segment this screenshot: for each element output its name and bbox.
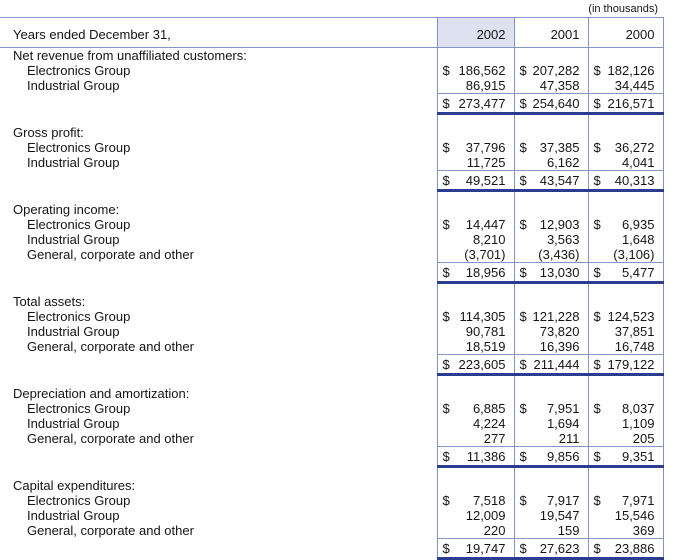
value-number: 254,640 [532,95,580,111]
total-value-cell [588,447,663,467]
value-number: 49,521 [465,172,506,188]
value-number: 16,396 [539,339,580,354]
value-cell [588,155,663,171]
empty-cell [514,375,588,387]
value-number: 27,623 [539,540,580,556]
value-number: 8,210 [472,232,506,247]
empty-cell [0,467,437,479]
empty-cell [437,467,514,479]
section-title-row [0,48,663,64]
currency-symbol: $ [442,448,450,464]
value-number: 7,917 [546,493,580,508]
value-number: 7,971 [621,493,655,508]
value-number: 11,386 [466,448,506,464]
table-row [0,493,663,508]
table-row [0,508,663,523]
empty-cell [514,48,588,64]
section-total-row [0,355,663,375]
row-label: Electronics Group [27,217,131,232]
value-cell [437,508,514,523]
value-cell [437,155,514,171]
value-number: 159 [557,523,580,538]
currency-symbol: $ [519,172,527,188]
value-cell [514,247,588,263]
section-total-row [0,539,663,559]
value-number: 179,122 [607,356,655,372]
value-number: 121,228 [532,309,580,324]
value-cell [437,63,514,78]
section-title: Net revenue from unaffiliated customers: [13,48,247,63]
table-row [0,232,663,247]
empty-cell [437,283,514,295]
value-cell [514,217,588,232]
value-number: 13,030 [539,264,580,280]
total-value-cell [588,539,663,559]
currency-symbol: $ [442,95,450,111]
value-number: 182,126 [607,63,655,78]
empty-cell [588,294,663,309]
value-number: 18,956 [465,264,506,280]
section-title: Operating income: [13,202,120,217]
value-number: 369 [632,523,655,538]
value-cell [588,493,663,508]
value-number: 7,951 [546,401,580,416]
empty-cell [437,48,514,64]
value-cell [514,339,588,355]
currency-symbol: $ [519,493,527,508]
value-number: (3,701) [464,247,506,262]
value-number: 43,547 [539,172,580,188]
empty-cell [514,125,588,140]
year-column-header-2002: 2002 [437,18,514,48]
value-cell [437,232,514,247]
section-total-row [0,171,663,191]
empty-cell [514,478,588,493]
value-number: 7,518 [472,493,506,508]
value-cell [588,63,663,78]
value-cell [588,247,663,263]
currency-symbol: $ [442,264,450,280]
spacer-row [0,375,663,387]
value-number: 277 [483,431,506,446]
value-number: 4,224 [472,416,506,431]
total-value-cell [514,355,588,375]
empty-cell [437,478,514,493]
value-number: 124,523 [607,309,655,324]
empty-cell [0,283,437,295]
total-value-cell [514,263,588,283]
row-label: Electronics Group [27,309,131,324]
value-number: 220 [483,523,506,538]
empty-cell [514,294,588,309]
currency-symbol: $ [519,356,527,372]
empty-cell [588,478,663,493]
value-number: 16,748 [614,339,655,354]
segment-financials-table [0,17,664,560]
currency-symbol: $ [519,448,527,464]
row-label: General, corporate and other [27,431,194,447]
empty-cell [514,202,588,217]
value-number: 14,447 [465,217,506,232]
value-cell [437,78,514,94]
value-number: 216,571 [607,95,655,111]
currency-symbol: $ [519,540,527,556]
value-cell [514,155,588,171]
value-number: 5,477 [621,264,655,280]
section-title-row [0,386,663,401]
currency-symbol: $ [593,493,601,508]
row-label: General, corporate and other [27,247,194,263]
section-total-row [0,447,663,467]
row-label: Industrial Group [27,508,120,523]
currency-symbol: $ [593,448,601,464]
section-title-row [0,294,663,309]
table-row [0,63,663,78]
currency-symbol: $ [442,540,450,556]
empty-cell [0,171,437,191]
value-number: 3,563 [546,232,580,247]
section-total-row [0,263,663,283]
empty-cell [437,375,514,387]
empty-cell [588,386,663,401]
value-cell [514,416,588,431]
value-number: 15,546 [614,508,655,523]
value-cell [514,324,588,339]
empty-cell [437,191,514,203]
empty-cell [588,467,663,479]
row-label: General, corporate and other [27,523,194,539]
section-title-row [0,478,663,493]
currency-symbol: $ [519,63,527,78]
table-row [0,247,663,263]
value-number: (3,106) [613,247,655,262]
empty-cell [588,375,663,387]
value-number: 211,444 [533,356,580,372]
currency-symbol: $ [593,264,601,280]
empty-cell [0,539,437,559]
total-value-cell [514,94,588,114]
empty-cell [437,125,514,140]
value-cell [514,508,588,523]
value-number: 18,519 [465,339,506,354]
currency-symbol: $ [442,172,450,188]
currency-symbol: $ [519,140,527,155]
currency-symbol: $ [519,264,527,280]
value-cell [588,416,663,431]
value-cell [437,217,514,232]
table-row [0,140,663,155]
value-cell [514,63,588,78]
empty-cell [588,202,663,217]
row-label: Electronics Group [27,140,131,155]
value-cell [437,431,514,447]
value-number: 223,605 [458,356,506,372]
value-cell [437,401,514,416]
value-cell [588,401,663,416]
empty-cell [0,94,437,114]
row-label: Electronics Group [27,63,131,78]
units-note: (in thousands) [588,3,658,15]
currency-symbol: $ [593,217,601,232]
value-number: 19,747 [465,540,506,556]
value-number: 11,725 [466,155,506,170]
empty-cell [514,386,588,401]
spacer-row [0,467,663,479]
section-title-row [0,125,663,140]
total-value-cell [437,94,514,114]
section-title: Total assets: [13,294,86,309]
total-value-cell [588,263,663,283]
total-value-cell [588,171,663,191]
empty-cell [0,447,437,467]
years-ended-label: Years ended December 31, [0,18,437,48]
value-cell [437,523,514,539]
value-number: 12,903 [539,217,580,232]
table-row [0,217,663,232]
total-value-cell [437,447,514,467]
empty-cell [0,375,437,387]
total-value-cell [437,263,514,283]
table-header-row [0,18,663,48]
value-cell [437,339,514,355]
currency-symbol: $ [593,140,601,155]
value-number: 1,648 [621,232,655,247]
table-row [0,431,663,447]
value-number: 1,694 [546,416,580,431]
value-cell [514,493,588,508]
empty-cell [437,294,514,309]
value-cell [514,401,588,416]
table-row [0,339,663,355]
value-cell [588,309,663,324]
currency-symbol: $ [593,63,601,78]
value-number: 36,272 [614,140,655,155]
value-number: 6,885 [472,401,506,416]
value-number: (3,436) [538,247,580,262]
currency-symbol: $ [593,540,601,556]
section-title: Gross profit: [13,125,84,140]
currency-symbol: $ [442,140,450,155]
currency-symbol: $ [593,401,601,416]
value-number: 90,781 [465,324,506,339]
value-cell [588,232,663,247]
value-number: 19,547 [539,508,580,523]
row-label: Industrial Group [27,324,120,339]
spacer-row [0,114,663,126]
value-cell [588,78,663,94]
currency-symbol: $ [442,309,450,324]
value-cell [437,247,514,263]
table-row [0,309,663,324]
currency-symbol: $ [442,63,450,78]
table-row [0,155,663,171]
value-number: 34,445 [614,78,655,93]
value-number: 9,351 [621,448,655,464]
spacer-row [0,283,663,295]
value-cell [588,523,663,539]
value-number: 207,282 [532,63,580,78]
value-number: 186,562 [458,63,506,78]
spacer-row [0,191,663,203]
value-number: 211 [558,431,580,446]
currency-symbol: $ [442,493,450,508]
value-number: 8,037 [621,401,655,416]
value-number: 73,820 [539,324,580,339]
currency-symbol: $ [519,217,527,232]
currency-symbol: $ [593,95,601,111]
currency-symbol: $ [442,217,450,232]
row-label: Industrial Group [27,155,120,171]
value-number: 114,305 [459,309,506,324]
empty-cell [588,191,663,203]
value-number: 37,796 [465,140,506,155]
currency-symbol: $ [519,401,527,416]
currency-symbol: $ [442,356,450,372]
empty-cell [588,283,663,295]
empty-cell [514,114,588,126]
value-cell [437,140,514,155]
value-number: 37,385 [539,140,580,155]
value-cell [588,324,663,339]
year-column-header-2001: 2001 [514,18,588,48]
total-value-cell [437,171,514,191]
total-value-cell [437,539,514,559]
value-number: 205 [632,431,655,446]
total-value-cell [437,355,514,375]
row-label: Industrial Group [27,78,120,94]
section-title-row [0,202,663,217]
value-cell [514,78,588,94]
value-number: 40,313 [614,172,655,188]
empty-cell [437,202,514,217]
empty-cell [514,283,588,295]
currency-symbol: $ [519,309,527,324]
value-cell [437,493,514,508]
value-cell [588,508,663,523]
value-number: 47,358 [539,78,580,93]
value-number: 4,041 [621,155,655,170]
value-cell [514,523,588,539]
value-cell [514,140,588,155]
empty-cell [514,467,588,479]
value-number: 37,851 [614,324,655,339]
empty-cell [0,191,437,203]
total-value-cell [514,447,588,467]
empty-cell [437,386,514,401]
row-label: General, corporate and other [27,339,194,355]
empty-cell [514,191,588,203]
value-number: 12,009 [465,508,506,523]
value-cell [437,416,514,431]
value-number: 273,477 [458,95,506,111]
table-row [0,416,663,431]
section-title: Depreciation and amortization: [13,386,190,401]
currency-symbol: $ [519,95,527,111]
year-column-header-2000: 2000 [588,18,663,48]
currency-symbol: $ [593,309,601,324]
value-number: 6,162 [546,155,580,170]
value-cell [437,324,514,339]
value-cell [514,232,588,247]
value-cell [588,140,663,155]
value-cell [588,217,663,232]
empty-cell [0,263,437,283]
total-value-cell [588,94,663,114]
value-number: 86,915 [465,78,506,93]
empty-cell [588,48,663,64]
value-cell [514,309,588,324]
value-number: 1,109 [621,416,655,431]
table-row [0,523,663,539]
value-cell [514,431,588,447]
row-label: Industrial Group [27,416,120,431]
value-number: 6,935 [621,217,655,232]
table-row [0,78,663,94]
total-value-cell [514,171,588,191]
value-cell [588,431,663,447]
row-label: Industrial Group [27,232,120,247]
currency-symbol: $ [442,401,450,416]
section-total-row [0,94,663,114]
section-title: Capital expenditures: [13,478,136,493]
currency-symbol: $ [593,356,601,372]
empty-cell [0,114,437,126]
value-cell [588,339,663,355]
table-row [0,401,663,416]
value-number: 23,886 [614,540,655,556]
row-label: Electronics Group [27,401,131,416]
total-value-cell [588,355,663,375]
value-number: 9,856 [546,448,580,464]
total-value-cell [514,539,588,559]
empty-cell [588,114,663,126]
value-cell [437,309,514,324]
currency-symbol: $ [593,172,601,188]
empty-cell [0,355,437,375]
table-row [0,324,663,339]
empty-cell [588,125,663,140]
empty-cell [437,114,514,126]
row-label: Electronics Group [27,493,131,508]
